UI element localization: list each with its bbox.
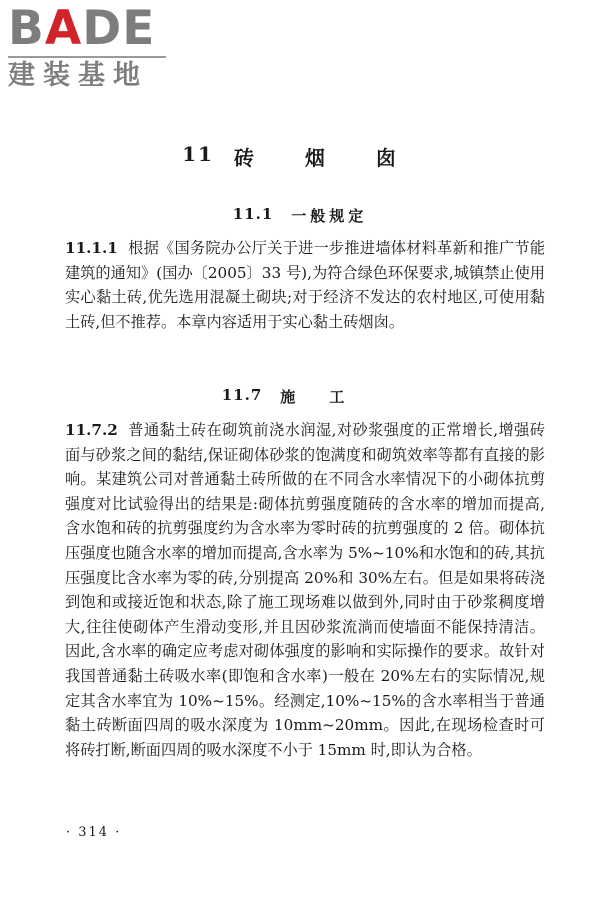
logo-wordmark <box>8 1 178 56</box>
logo-letter: DE <box>82 1 156 56</box>
clause-paragraph <box>65 418 545 762</box>
section-title: 施工 <box>280 388 379 406</box>
clause-paragraph <box>65 236 545 334</box>
clause-text: 普通黏土砖在砌筑前浇水润湿,对砂浆强度的正常增长,增强砖面与砂浆之间的黏结,保证砌体砂浆的饱满度和砌筑效率等都有直接的影响。某建筑公司对普通黏土砖所做的在不同含水率情况下的小砌体抗剪强度对比试验得出的结果是:砌体抗剪强度随砖的含水率的增加而提高,含水饱和砖的抗剪强度约为含水率为零时砖的抗剪强度的 2 倍。砌体抗压强度也随含水率的增加而提高,含水率为 5%~10%和水饱和的砖,其抗压强度比含水率为零的砖,分别提高 20%和 30%左右。但是如果将砖浇到饱和或接近饱和状态,除了施工现场难以做到外,同时由于砂浆稠度增大,往往使砌体产生滑动变形,并且因砂浆流淌而使墙面不能保持清洁。因此,含水率的确定应考虑对砌体强度的影响和实际操作的要求。故针对我国普通黏土砖吸水率(即饱和含水率)一般在 20%左右的实际情况,规定其含水率宜为 10%~15%。经测定,10%~15%的含水率相当于普通黏土砖断面四周的吸水深度为 10mm~20mm。因此,在现场检查时可将砖打断,断面四周的吸水深度不小于 15mm 时,即认为合格。 <box>65 421 545 759</box>
logo-letter-accent: A <box>44 1 83 56</box>
clause-number: 11.1.1 <box>65 239 118 257</box>
section-heading <box>0 386 600 407</box>
section-heading <box>0 205 600 226</box>
section-number: 11.1 <box>232 205 274 223</box>
clause-number: 11.7.2 <box>65 421 118 439</box>
chapter-name: 砖 烟 囱 <box>233 146 418 170</box>
chapter-title <box>0 142 600 171</box>
page-number: · 314 · <box>66 825 122 840</box>
bade-logo <box>8 1 178 91</box>
section-title: 一般规定 <box>291 207 368 225</box>
section-number: 11.7 <box>221 386 263 404</box>
chapter-number: 11 <box>182 142 214 166</box>
logo-subtitle: 建装基地 <box>8 60 148 91</box>
logo-divider <box>8 56 166 58</box>
logo-letter: B <box>8 1 45 56</box>
clause-text: 根据《国务院办公厅关于进一步推进墙体材料革新和推广节能建筑的通知》(国办〔2005〕33 号),为符合绿色环保要求,城镇禁止使用实心黏土砖,优先选用混凝土砌块;对于经济不发达的农村地区,可使用黏土砖,但不推荐。本章内容适用于实心黏土砖烟囱。 <box>65 239 545 331</box>
